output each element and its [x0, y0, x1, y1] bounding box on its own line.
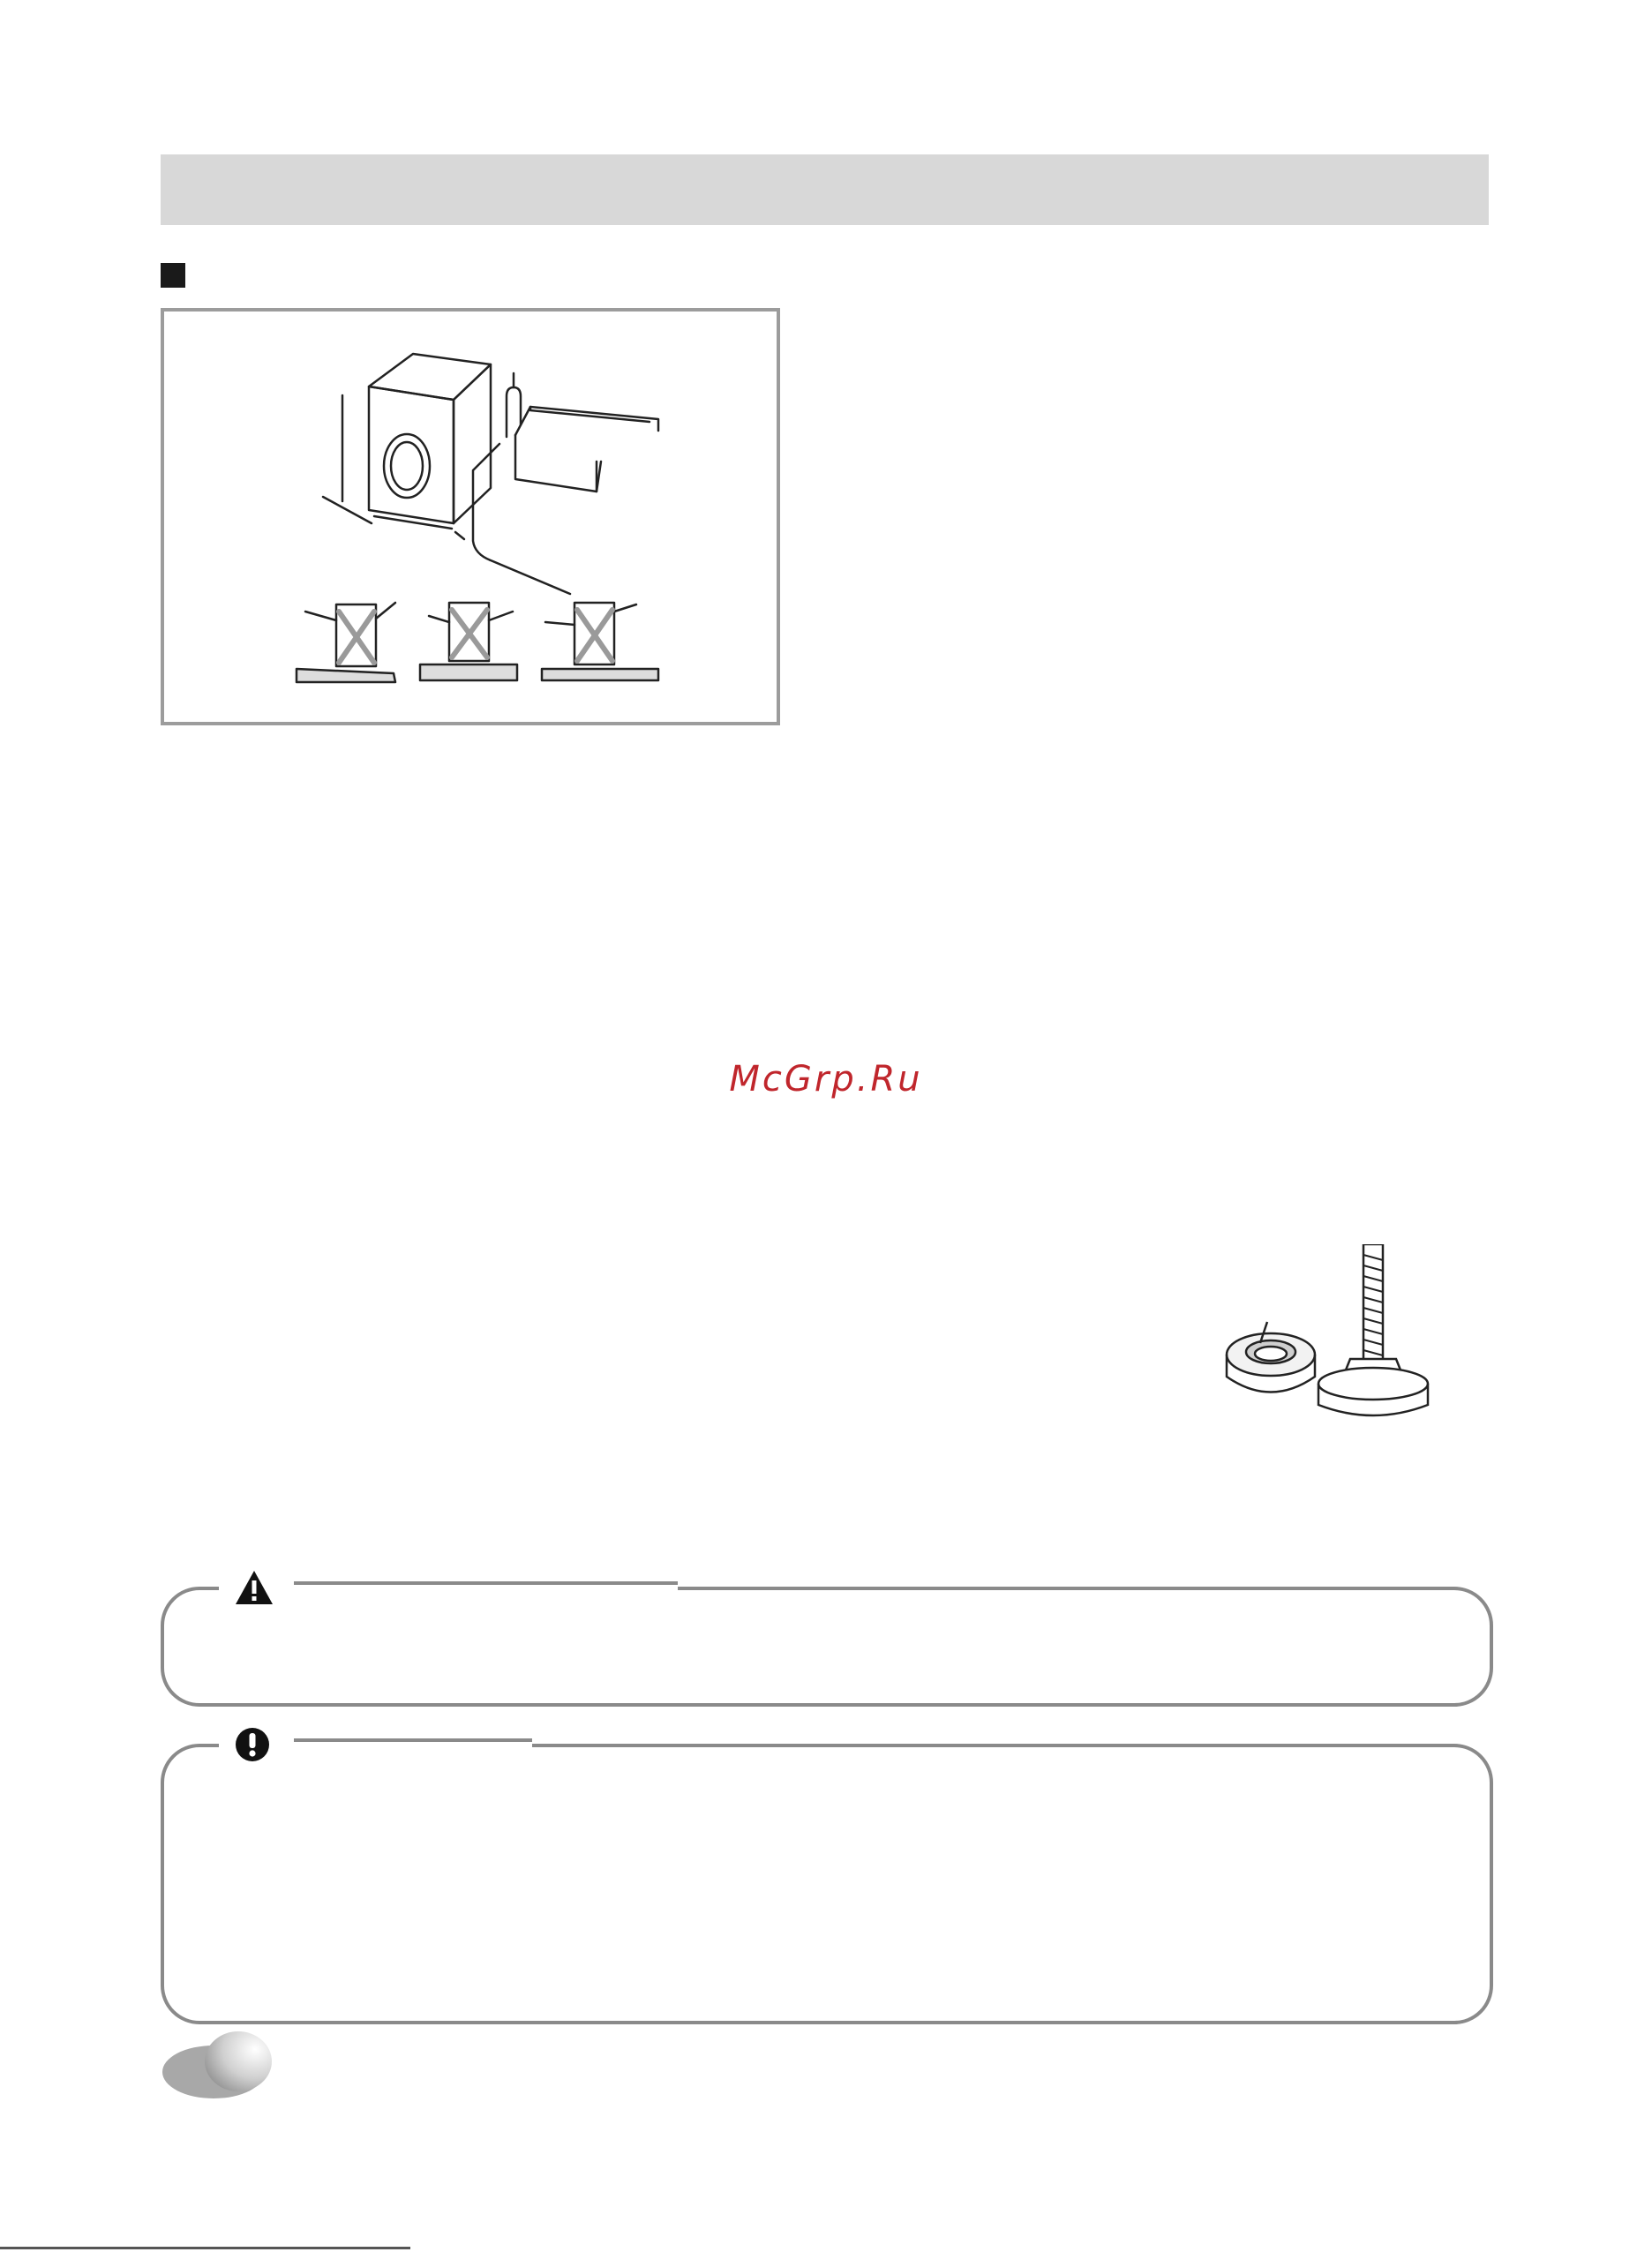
- section-header-bar: [161, 154, 1489, 225]
- washer-installation-illustration: [164, 312, 777, 722]
- page-number-badge: [159, 2030, 274, 2106]
- leveling-parts-figure: [1200, 1244, 1465, 1442]
- watermark-text: McGrp.Ru: [729, 1059, 923, 1100]
- footer-rule: [0, 2247, 410, 2249]
- installation-figure: [161, 308, 780, 725]
- exclamation-circle-icon: [235, 1727, 270, 1766]
- warning-triangle-icon: [234, 1569, 274, 1610]
- leveling-foot-and-cap-illustration: [1200, 1244, 1465, 1438]
- warning-notice-tab: [219, 1564, 678, 1603]
- caution-notice-box: [161, 1744, 1493, 2024]
- warning-notice-box: [161, 1587, 1493, 1707]
- section-bullet-square: [161, 263, 185, 288]
